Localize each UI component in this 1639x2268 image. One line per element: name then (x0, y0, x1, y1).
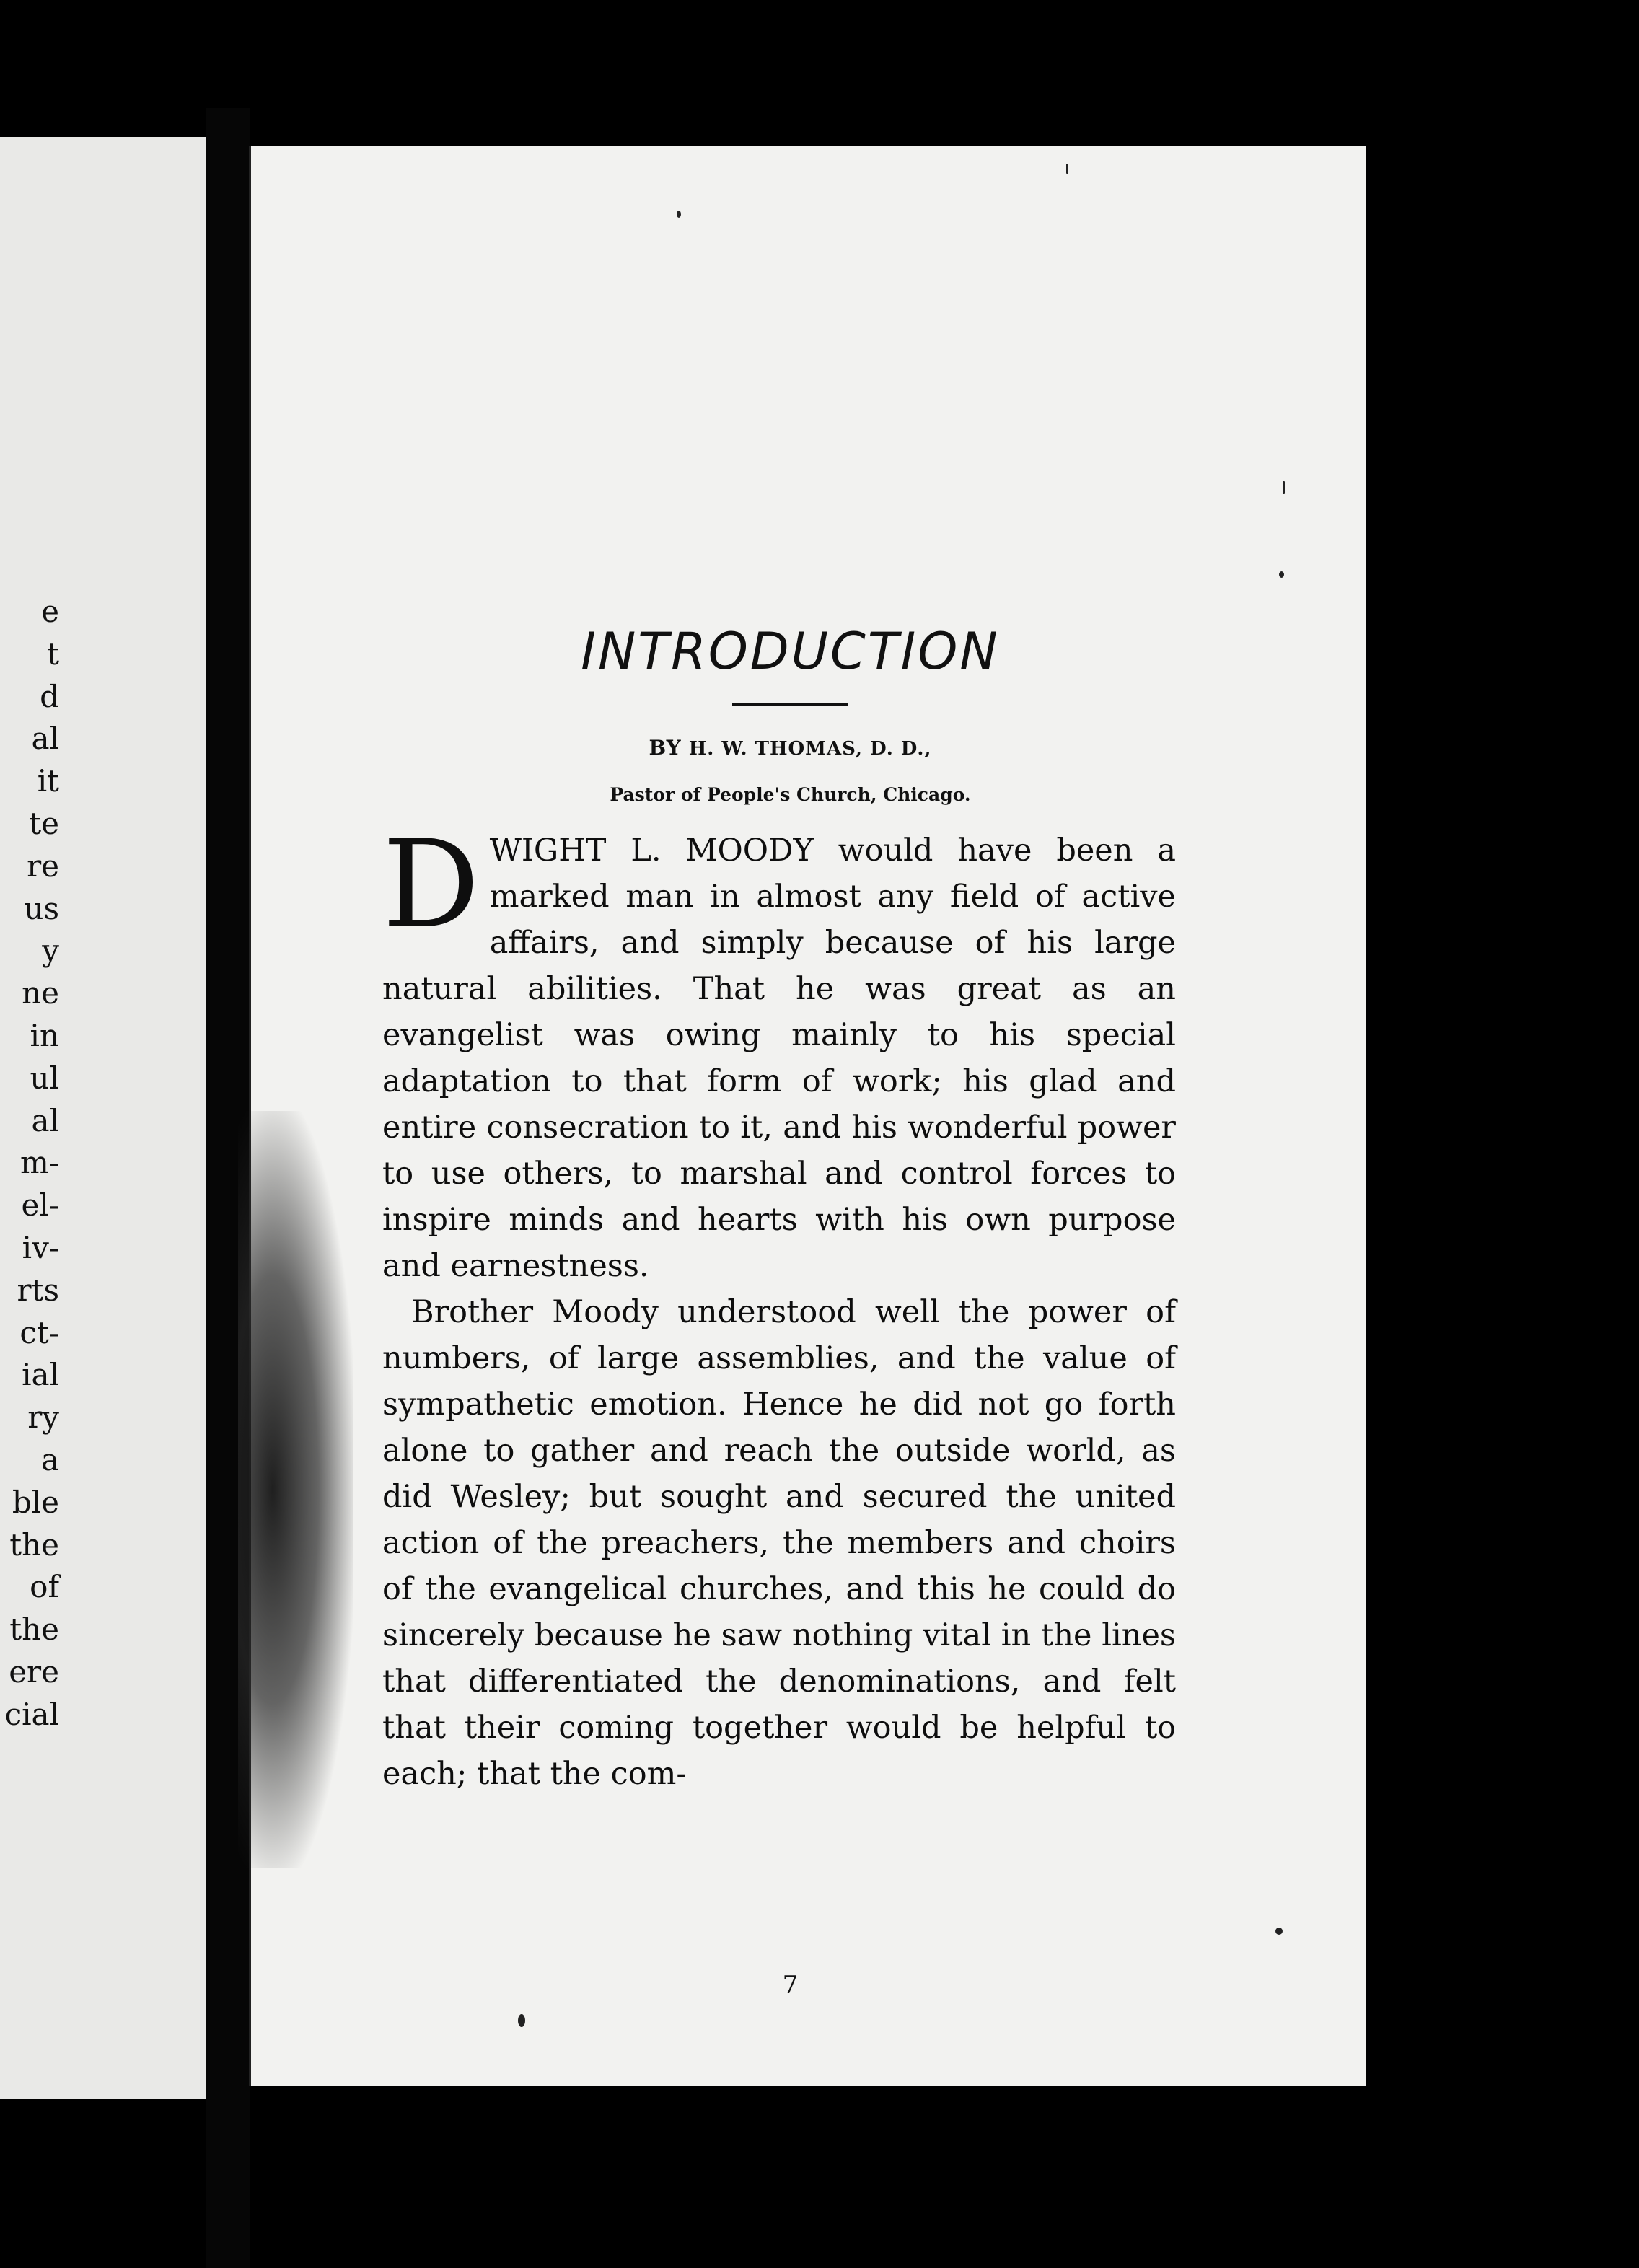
chapter-title: INTRODUCTION (581, 622, 1000, 681)
left-fragment: al (31, 1102, 59, 1138)
drop-cap: D (382, 814, 480, 955)
left-fragment: a (40, 1441, 59, 1477)
paragraph-2: Brother Moody understood well the power of numbers, of large assemblies, and the value of sympathetic emotion. Hence he did not go forth alone to gather and reach the outside world, as did Wesley; but sought and secured the united action of the preachers, the members and choirs of the evangelical churches, and this he could do sincerely because he saw nothing vital in the lines that differentiated the denominations, and felt that their coming together would be helpful to each; that the com- (382, 1294, 1176, 1792)
dust-speck (677, 211, 681, 218)
left-fragment: y (42, 933, 59, 969)
body-text (382, 814, 1176, 1797)
left-fragment: te (29, 805, 59, 841)
left-fragment: it (37, 763, 59, 799)
left-fragment: ere (9, 1653, 59, 1689)
left-fragment: ul (30, 1060, 59, 1096)
left-fragment: d (40, 678, 59, 714)
paragraph-1 (382, 814, 1176, 1289)
left-fragment: cial (4, 1696, 59, 1732)
dust-speck (1275, 1928, 1283, 1935)
left-fragment: iv- (22, 1229, 59, 1265)
left-fragment: ry (27, 1399, 59, 1436)
left-fragment: e (41, 594, 59, 629)
left-fragment: rts (17, 1272, 59, 1308)
paragraph-1-text: WIGHT L. MOODY would have been a marked man in almost any field of active affairs, and simply because of his large natural abilities. That he was great as an evangelist was owing mainly to his special adaptation to that form of work; his glad and entire consecration to it, and his wonderful power to use others, to marshal and control forces to inspire minds and hearts with his own purpose and earnestness. (382, 832, 1176, 1284)
left-fragment: us (24, 890, 59, 926)
right-page (249, 146, 1366, 2086)
left-fragment: the (9, 1526, 59, 1562)
page-number: 7 (782, 1971, 799, 2000)
left-fragment: in (30, 1017, 59, 1053)
left-fragment: ial (22, 1357, 59, 1393)
title-rule (732, 703, 848, 706)
left-fragment: of (30, 1569, 59, 1605)
author-affiliation: Pastor of People's Church, Chicago. (610, 784, 971, 805)
left-facing-page (0, 137, 206, 2099)
left-fragment: el- (21, 1187, 59, 1223)
left-page-text-fragments (0, 590, 59, 1736)
byline-name: H. W. THOMAS, D. D., (688, 738, 932, 760)
left-fragment: ct- (19, 1314, 59, 1350)
left-fragment: re (27, 848, 59, 884)
dust-speck (1283, 481, 1285, 494)
left-fragment: t (47, 636, 59, 672)
dust-speck (1279, 571, 1284, 578)
byline-prefix: BY (649, 736, 682, 760)
left-fragment: al (31, 721, 59, 757)
left-fragment: the (9, 1612, 59, 1648)
dust-speck (518, 2014, 525, 2027)
left-fragment: ble (12, 1484, 59, 1520)
author-byline (385, 736, 1196, 760)
left-fragment: m- (19, 1145, 59, 1181)
dust-speck (1066, 164, 1068, 174)
left-fragment: ne (22, 975, 59, 1011)
binding-shadow (238, 1111, 353, 1868)
